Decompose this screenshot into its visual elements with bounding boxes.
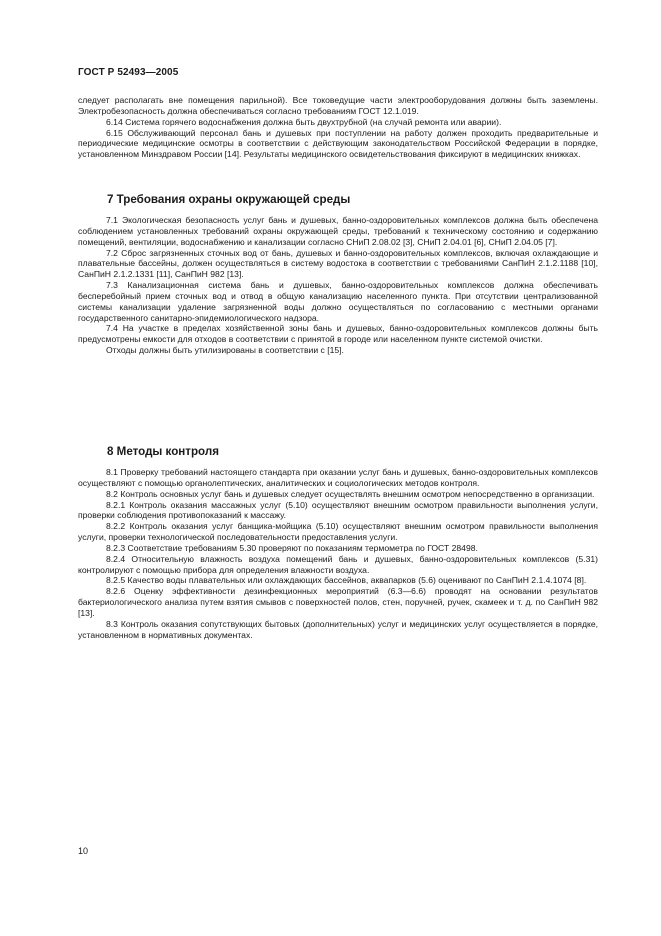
page-number: 10 (78, 846, 89, 856)
paragraph: 8.2.3 Соответствие требованиям 5.30 проверяют по показаниям термометра по ГОСТ 28498. (106, 542, 478, 553)
document-code-header: ГОСТ Р 52493—2005 (78, 67, 179, 78)
paragraph: Отходы должны быть утилизированы в соответствии с [15]. (106, 345, 344, 356)
paragraph: 8.2.6 Оценку эффективности дезинфекционных мероприятий (6.3—6.6) проводят на основании результатов бактериологического анализа путем взятия смывов с поверхностей полов, стен, поручней, ручек, скамеек и т. д. по СанПиН 982 [13]. (78, 586, 598, 618)
paragraph: 8.2.5 Качество воды плавательных или охлаждающих бассейнов, аквапарков (5.6) оценивают по СанПиН 2.1.4.1074 [8]. (106, 575, 587, 586)
section-7-body (78, 215, 598, 356)
paragraph: 8.2.1 Контроль оказания массажных услуг (5.10) осуществляют внешним осмотром правильности выполнения услуги, проверки соблюдения противопоказаний к массажу. (78, 499, 598, 521)
paragraph: 6.15 Обслуживающий персонал бань и душевых при поступлении на работу должен проходить предварительные и периодические медицинские осмотры в соответствии с действующим законодательством Российской Федерации в порядке, установленном Минздравом России [14]. Результаты медицинского освидетельствования фиксируют в медицинских книжках. (78, 127, 598, 160)
paragraph: 8.1 Проверку требований настоящего стандарта при оказании услуг бань и душевых, банно-оздоровительных комплексов осуществляют с помощью органолептических, аналитических и социологических методов контроля. (78, 467, 598, 488)
paragraph: 8.2 Контроль основных услуг бань и душевых следует осуществлять внешним осмотром непосредственно в организации. (106, 488, 595, 499)
section-7-heading: 7 Требования охраны окружающей среды (107, 193, 351, 206)
paragraph: 6.14 Система горячего водоснабжения должна быть двухтрубной (на случай ремонта или аварии). (106, 116, 502, 127)
paragraph: 8.3 Контроль оказания сопутствующих бытовых (дополнительных) услуг и медицинских услуг осуществляется в порядке, установленном в нормативных документах. (78, 618, 598, 640)
paragraph: 7.4 На участке в пределах хозяйственной зоны бань и душевых, банно-оздоровительных комплексов должны быть предусмотрены емкости для отходов в соответствии с принятой в городе или населенном пункте системой очистки. (78, 323, 598, 345)
paragraph: следует располагать вне помещения парильной). Все токоведущие части электрооборудования должны быть заземлены. Электробезопасность должна обеспечиваться согласно требованиям ГОСТ 12.1.019. (78, 95, 598, 116)
paragraph: 8.2.2 Контроль оказания услуг банщика-мойщика (5.10) осуществляют внешним осмотром правильности выполнения услуги, проверки технологической последовательности предоставления услуги. (78, 521, 598, 543)
section-6-continuation (78, 95, 598, 160)
paragraph: 7.3 Канализационная система бань и душевых, банно-оздоровительных комплексов должна обеспечивать бесперебойный прием сточных вод и отвод в общую канализацию населенного пункта. При отсутствии централизованной системы канализации удаление загрязненной воды должно осуществляться по согласованию с местными органами государственного санитарно-эпидемиологического надзора. (78, 280, 598, 323)
paragraph: 7.2 Сброс загрязненных сточных вод от бань, душевых и банно-оздоровительных комплексов, включая охлаждающие и плавательные бассейны, должен осуществляться в систему водостока в соответствии с требованиями СанПиН 2.1.2.1188 [10], СанПиН 2.1.2.1331 [11], СанПиН 982 [13]. (78, 247, 598, 280)
section-8-body (78, 467, 598, 641)
paragraph: 8.2.4 Относительную влажность воздуха помещений бань и душевых, банно-оздоровительных комплексов (5.31) контролируют с помощью прибора для определения влажности воздуха. (78, 553, 598, 575)
paragraph: 7.1 Экологическая безопасность услуг бань и душевых, банно-оздоровительных комплексов должна быть обеспечена соблюдением установленных требований охраны окружающей среды, требований к техническому состоянию и содержанию помещений, вентиляции, водоснабжению и канализации согласно СНиП 2.08.02 [3], СНиП 2.04.01 [6], СНиП 2.04.05 [7]. (78, 215, 598, 247)
section-8-heading: 8 Методы контроля (107, 445, 219, 458)
